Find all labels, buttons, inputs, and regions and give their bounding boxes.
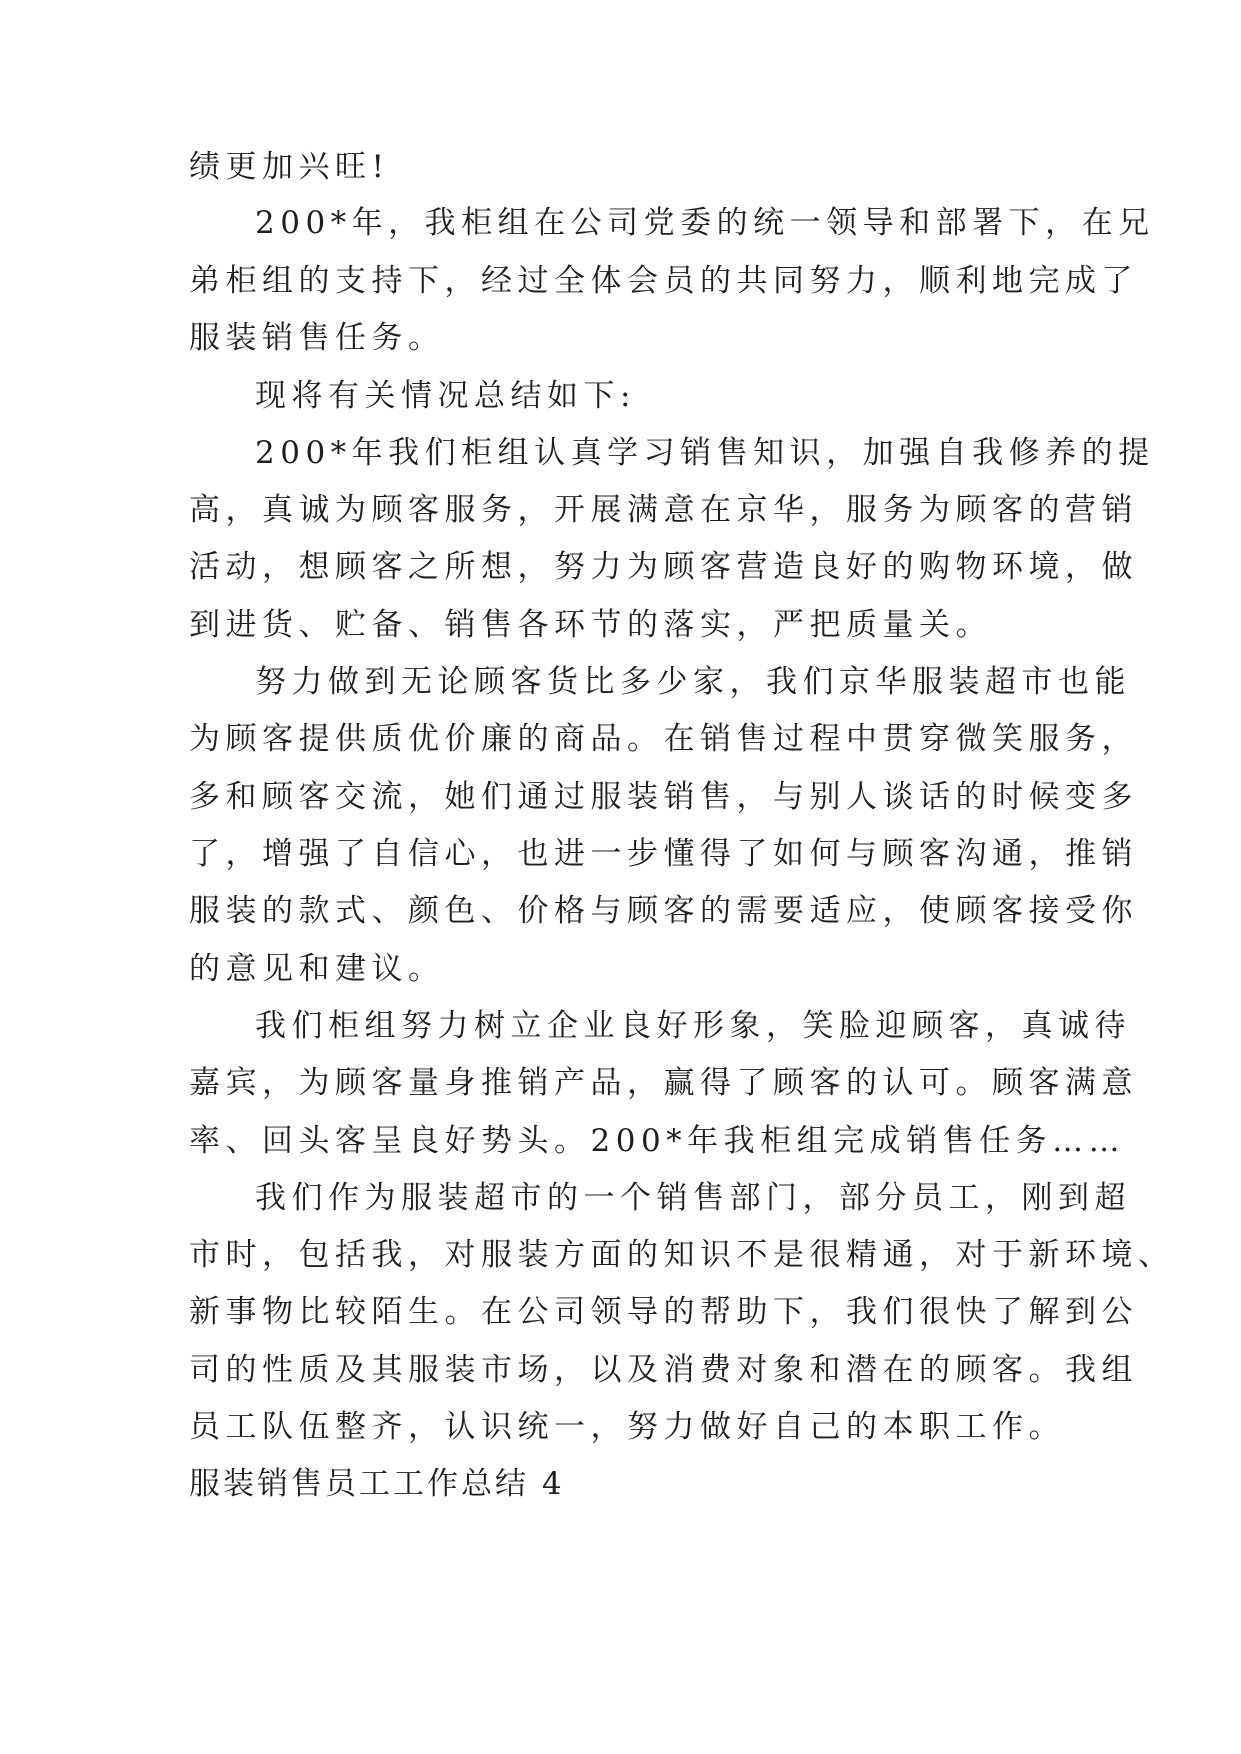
- text-line: 市时，包括我，对服装方面的知识不是很精通，对于新环境、: [189, 1237, 1175, 1273]
- text-line: 到进货、贮备、销售各环节的落实，严把质量关。: [189, 607, 992, 643]
- text-line: 多和顾客交流，她们通过服装销售，与别人谈话的时候变多: [189, 779, 1138, 815]
- text-line: 现将有关情况总结如下:: [255, 378, 636, 414]
- text-line: 了，增强了自信心，也进一步懂得了如何与顾客沟通，推销: [189, 836, 1138, 872]
- text-line: 绩更加兴旺!: [189, 149, 390, 185]
- text-line: 高，真诚为顾客服务，开展满意在京华，服务为顾客的营销: [189, 492, 1138, 528]
- text-line: 弟柜组的支持下，经过全体会员的共同努力，顺利地完成了: [189, 263, 1138, 299]
- text-line: 我们柜组努力树立企业良好形象，笑脸迎顾客，真诚待: [255, 1008, 1131, 1044]
- text-line: 200*年，我柜组在公司党委的统一领导和部署下，在兄: [255, 205, 1155, 241]
- text-line: 为顾客提供质优价廉的商品。在销售过程中贯穿微笑服务，: [189, 721, 1138, 757]
- text-line: 司的性质及其服装市场，以及消费对象和潜在的顾客。我组: [189, 1352, 1138, 1388]
- text-line: 活动，想顾客之所想，努力为顾客营造良好的购物环境，做: [189, 549, 1138, 585]
- text-line: 我们作为服装超市的一个销售部门，部分员工，刚到超: [255, 1180, 1131, 1216]
- text-line: 率、回头客呈良好势头。200*年我柜组完成销售任务……: [189, 1123, 1126, 1159]
- text-line: 200*年我们柜组认真学习销售知识，加强自我修养的提: [255, 435, 1155, 471]
- text-line: 的意见和建议。: [189, 951, 445, 987]
- text-line: 服装销售任务。: [189, 320, 445, 356]
- section-title: 服装销售员工工作总结 4: [189, 1466, 565, 1502]
- text-line: 服装的款式、颜色、价格与顾客的需要适应，使顾客接受你: [189, 893, 1138, 929]
- text-line: 员工队伍整齐，认识统一，努力做好自己的本职工作。: [189, 1409, 1065, 1445]
- text-line: 努力做到无论顾客货比多少家，我们京华服装超市也能: [255, 664, 1131, 700]
- text-line: 新事物比较陌生。在公司领导的帮助下，我们很快了解到公: [189, 1294, 1138, 1330]
- text-line: 嘉宾，为顾客量身推销产品，赢得了顾客的认可。顾客满意: [189, 1065, 1138, 1101]
